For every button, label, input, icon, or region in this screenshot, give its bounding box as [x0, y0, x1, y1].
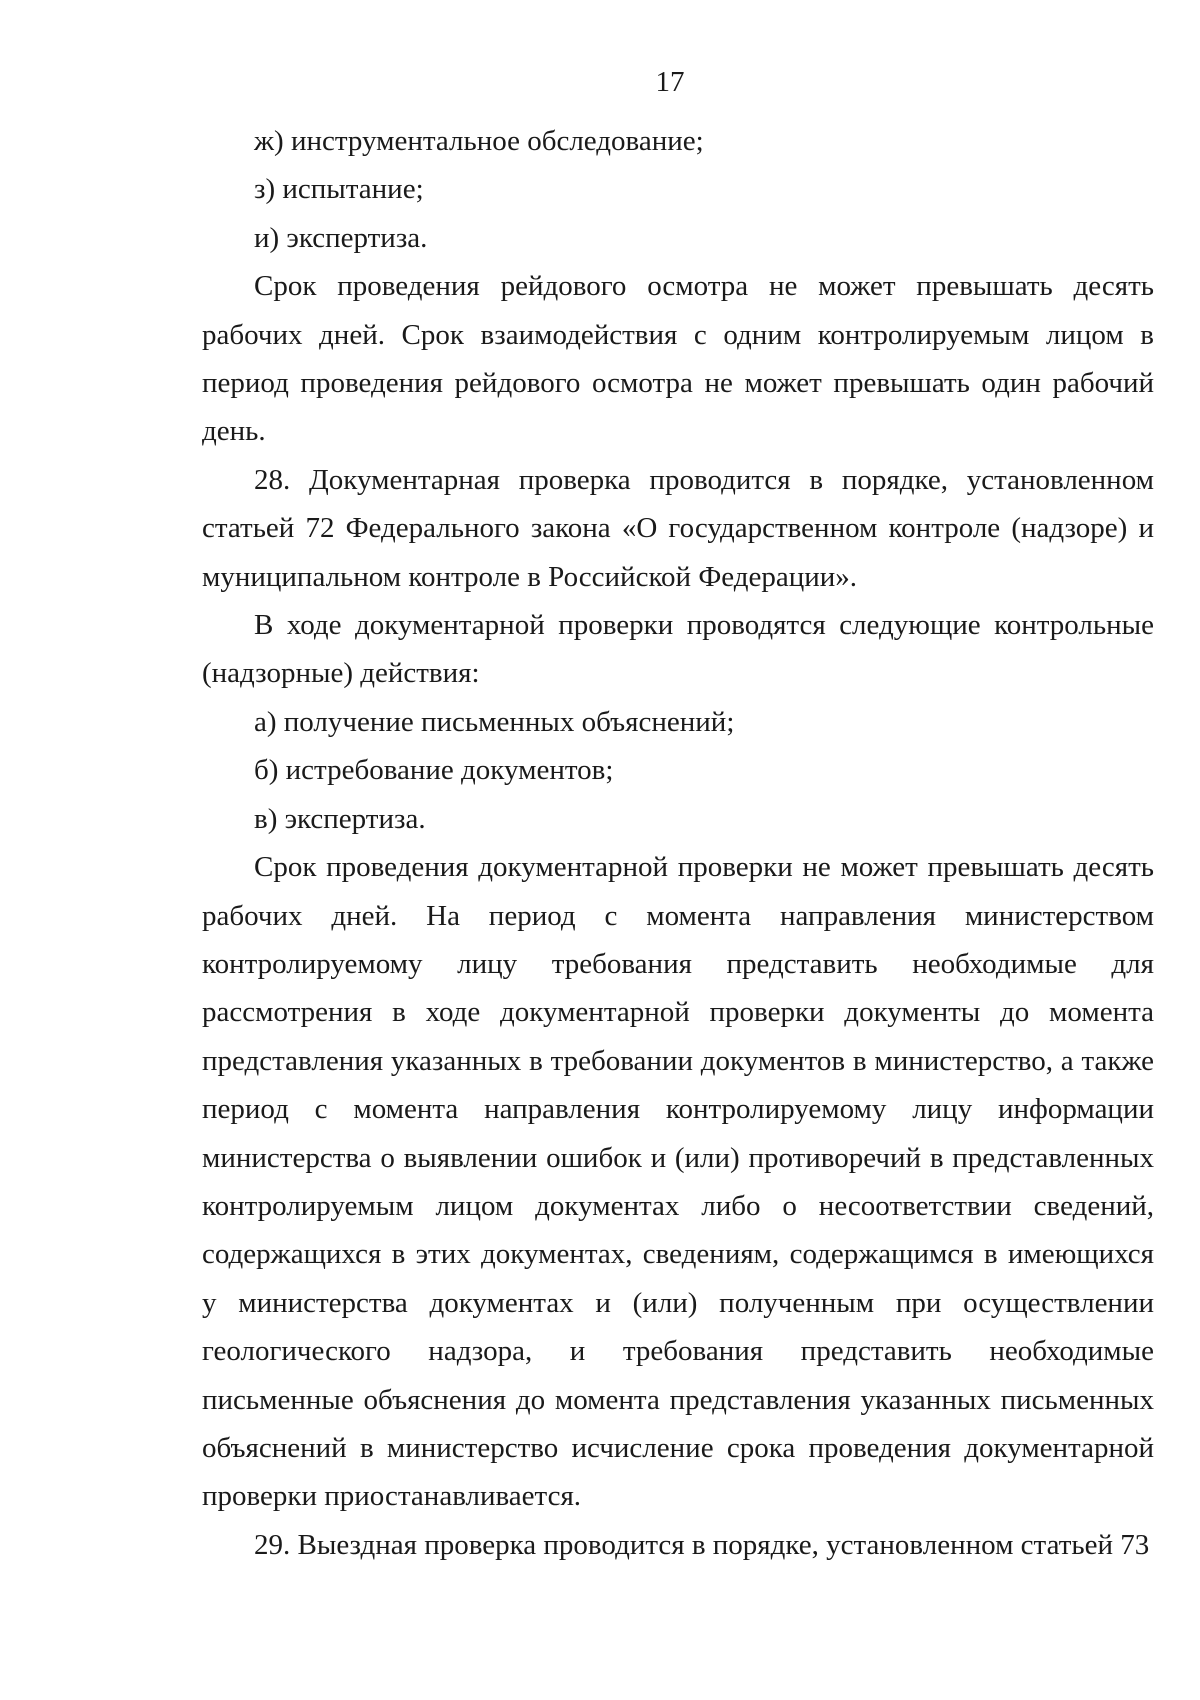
paragraph-documentary-actions-intro: В ходе документарной проверки проводятся следующие контрольные (надзорные) действия:: [202, 609, 1154, 690]
page-number: 17: [655, 66, 685, 98]
list-item-b: б) истребование документов;: [254, 754, 614, 787]
list-item-i: и) экспертиза.: [254, 221, 428, 254]
list-item-v: в) экспертиза.: [254, 802, 426, 835]
paragraph-raid-inspection-term: Срок проведения рейдового осмотра не может превышать десять рабочих дней. Срок взаимодействия с одним контролируемым лицом в период проведения рейдового осмотра не может превышать один рабочий день.: [202, 270, 1154, 448]
list-item-zh: ж) инструментальное обследование;: [254, 125, 704, 157]
paragraph-29-field-check: 29. Выездная проверка проводится в порядке, установленном статьей 73: [254, 1528, 1150, 1561]
list-item-a: а) получение письменных объяснений;: [254, 705, 735, 738]
document-body: [202, 117, 1154, 1569]
paragraph-documentary-check-term: Срок проведения документарной проверки не может превышать десять рабочих дней. На период с момента направления министерством контролируемому лицу требования представить необходимые для рассмотрения в ходе документарной проверки документы до момента представления указанных в требовании документов в министерство, а также период с момента направления контролируемому лицу информации министерства о выявлении ошибок и (или) противоречий в представленных контролируемым лицом документах либо о несоответствии сведений, содержащихся в этих документах, сведениям, содержащимся в имеющихся у министерства документах и (или) полученным при осуществлении геологического надзора, и требования представить необходимые письменные объяснения до момента представления указанных письменных объяснений в министерство исчисление срока проведения документарной проверки приостанавливается.: [202, 851, 1154, 1513]
list-item-z: з) испытание;: [254, 173, 424, 206]
paragraph-28-documentary-check: 28. Документарная проверка проводится в порядке, установленном статьей 72 Федерального закона «О государственном контроле (надзоре) и муниципальном контроле в Российской Федерации».: [202, 463, 1154, 593]
